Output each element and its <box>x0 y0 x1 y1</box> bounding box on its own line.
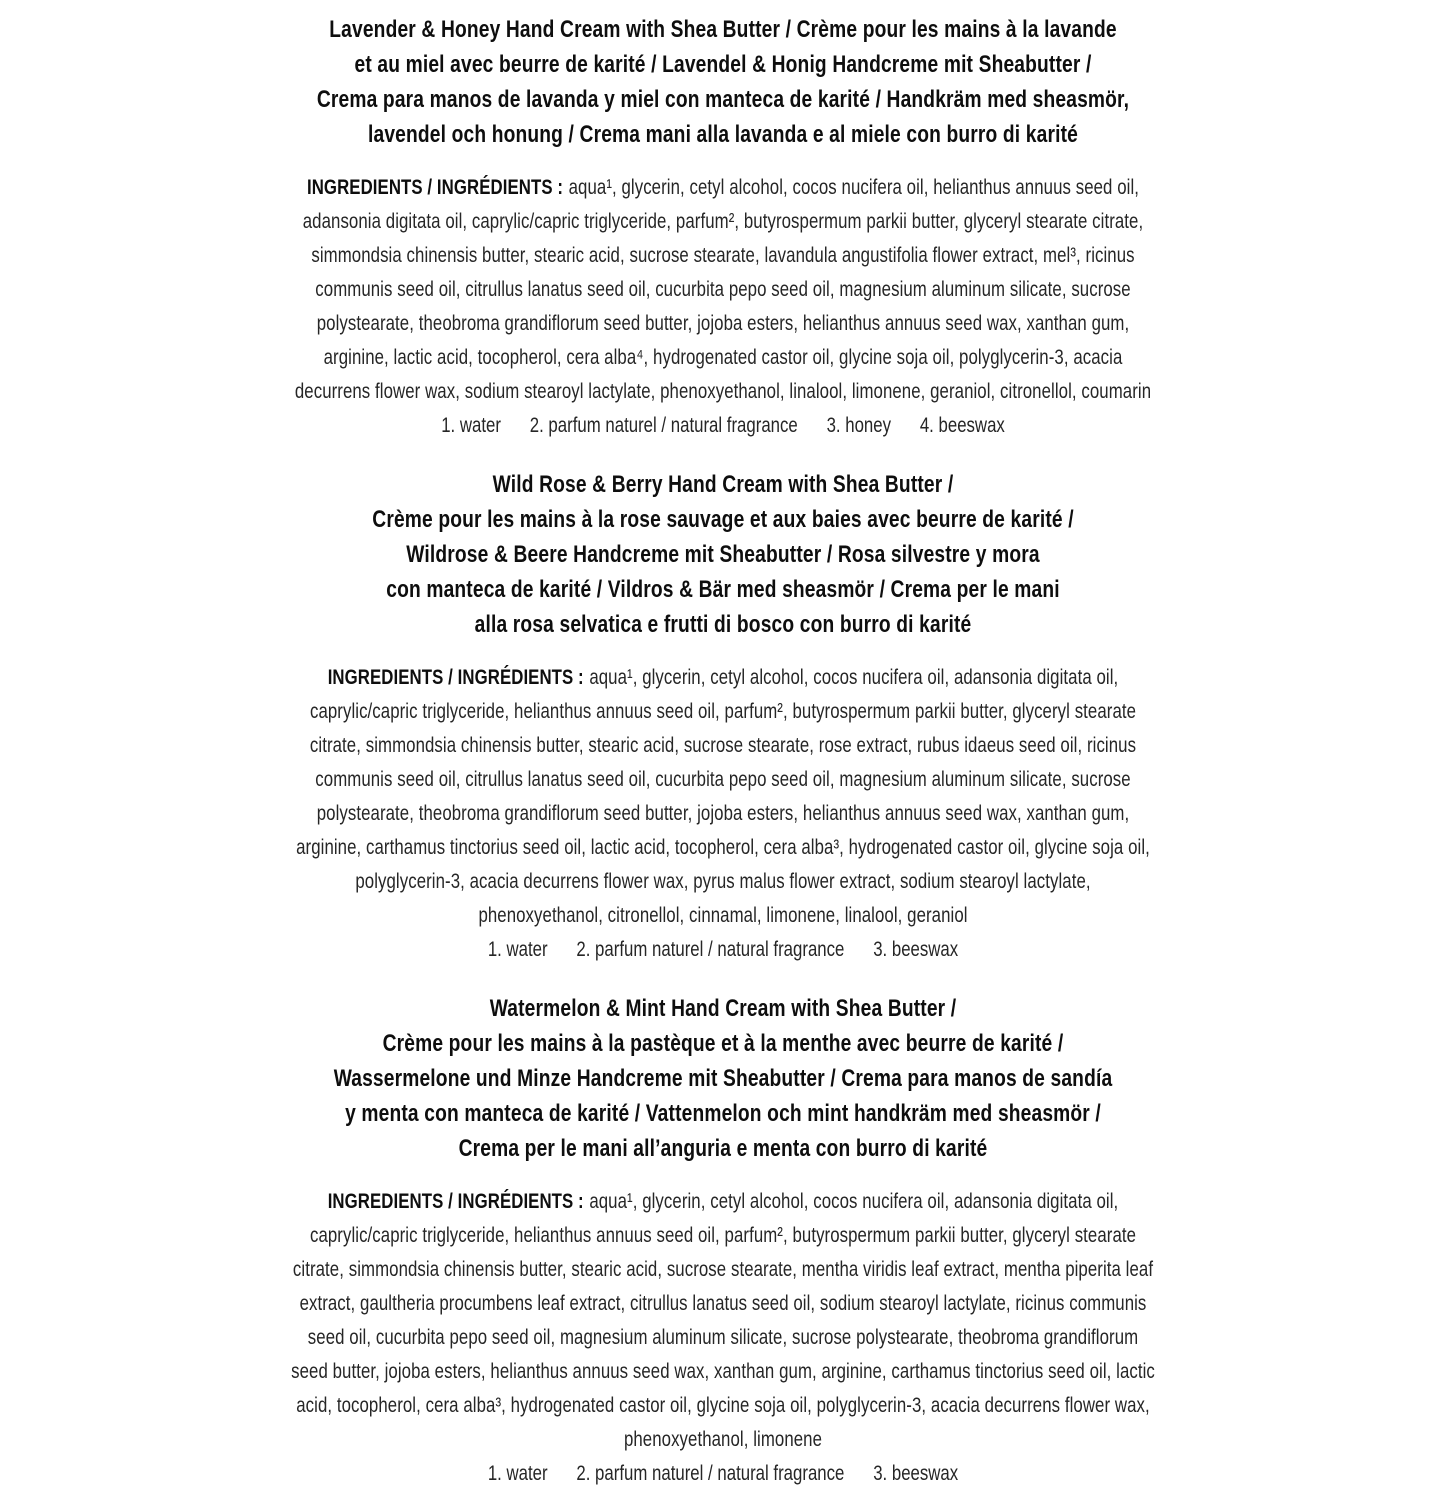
product-title-line: Watermelon & Mint Hand Cream with Shea Butter / <box>489 995 956 1022</box>
footnote-item: 2. parfum naturel / natural fragrance <box>529 414 798 437</box>
footnote-item: 1. water <box>440 414 501 437</box>
product-title <box>291 467 1155 642</box>
ingredients-label: INGREDIENTS / INGRÉDIENTS : <box>327 666 584 689</box>
product-title-line: Crema para manos de lavanda y miel con manteca de karité / Handkräm med sheasmör, <box>316 86 1129 113</box>
ingredients-paragraph <box>291 171 1155 409</box>
product-title-line: y menta con manteca de karité / Vattenmelon och mint handkräm med sheasmör / <box>344 1100 1101 1127</box>
product-title-line: et au miel avec beurre de karité / Lavendel & Honig Handcreme mit Sheabutter / <box>354 51 1091 78</box>
footnote-item: 2. parfum naturel / natural fragrance <box>575 1462 844 1485</box>
footnotes-row <box>291 933 1155 967</box>
product-title-line: Crème pour les mains à la pastèque et à la menthe avec beurre de karité / <box>382 1030 1063 1057</box>
footnote-item: 3. beeswax <box>872 1462 958 1485</box>
footnote-item: 4. beeswax <box>919 414 1005 437</box>
ingredients-paragraph <box>291 1185 1155 1457</box>
product-section-lavender-honey <box>291 12 1155 443</box>
ingredients-paragraph <box>291 661 1155 933</box>
ingredients-label: INGREDIENTS / INGRÉDIENTS : <box>306 176 563 199</box>
product-section-watermelon-mint <box>291 991 1155 1491</box>
product-title <box>291 12 1155 152</box>
product-title-line: Wild Rose & Berry Hand Cream with Shea Butter / <box>492 471 953 498</box>
footnote-item: 1. water <box>487 938 548 961</box>
product-title-line: Wildrose & Beere Handcreme mit Sheabutter / Rosa silvestre y mora <box>405 541 1040 568</box>
ingredients-list-text: aqua¹, glycerin, cetyl alcohol, cocos nucifera oil, helianthus annuus seed oil, adansonia digitata oil, caprylic/capric triglyceride, parfum², butyrospermum parkii butter, glyceryl stearate citrate, simmondsia chinensis butter, stearic acid, sucrose stearate, lavandula angustifolia flower extract, mel³, ricinus communis seed oil, citrullus lanatus seed oil, cucurbita pepo seed oil, magnesium aluminum silicate, sucrose polystearate, theobroma grandiflorum seed butter, jojoba esters, helianthus annuus seed wax, xanthan gum, arginine, lactic acid, tocopherol, cera alba⁴, hydrogenated castor oil, glycine soja oil, polyglycerin-3, acacia decurrens flower wax, sodium stearoyl lactylate, phenoxyethanol, linalool, limonene, geraniol, citronellol, coumarin <box>294 176 1151 403</box>
footnotes-row <box>291 409 1155 443</box>
ingredients-list-text: aqua¹, glycerin, cetyl alcohol, cocos nucifera oil, adansonia digitata oil, caprylic/capric triglyceride, helianthus annuus seed oil, parfum², butyrospermum parkii butter, glyceryl stearate citrate, simmondsia chinensis butter, stearic acid, sucrose stearate, mentha viridis leaf extract, mentha piperita leaf extract, gaultheria procumbens leaf extract, citrullus lanatus seed oil, sodium stearoyl lactylate, ricinus communis seed oil, cucurbita pepo seed oil, magnesium aluminum silicate, sucrose polystearate, theobroma grandiflorum seed butter, jojoba esters, helianthus annuus seed wax, xanthan gum, arginine, carthamus tinctorius seed oil, lactic acid, tocopherol, cera alba³, hydrogenated castor oil, glycine soja oil, polyglycerin-3, acacia decurrens flower wax, phenoxyethanol, limonene <box>290 1190 1155 1451</box>
product-title-line: lavendel och honung / Crema mani alla lavanda e al miele con burro di karité <box>367 121 1078 148</box>
footnotes-row <box>291 1457 1155 1491</box>
product-title <box>291 991 1155 1166</box>
footnote-item: 2. parfum naturel / natural fragrance <box>575 938 844 961</box>
footnote-item: 3. beeswax <box>872 938 958 961</box>
product-title-line: alla rosa selvatica e frutti di bosco con burro di karité <box>474 611 971 638</box>
product-section-wild-rose-berry <box>291 467 1155 967</box>
product-title-line: Crème pour les mains à la rose sauvage et aux baies avec beurre de karité / <box>371 506 1074 533</box>
product-title-line: Crema per le mani all’anguria e menta con burro di karité <box>458 1135 987 1162</box>
ingredients-label: INGREDIENTS / INGRÉDIENTS : <box>327 1190 584 1213</box>
product-title-line: Lavender & Honey Hand Cream with Shea Butter / Crème pour les mains à la lavande <box>328 16 1117 43</box>
footnote-item: 3. honey <box>826 414 891 437</box>
footnote-item: 1. water <box>487 1462 548 1485</box>
product-title-line: con manteca de karité / Vildros & Bär med sheasmör / Crema per le mani <box>385 576 1060 603</box>
ingredients-list-text: aqua¹, glycerin, cetyl alcohol, cocos nucifera oil, adansonia digitata oil, caprylic/capric triglyceride, helianthus annuus seed oil, parfum², butyrospermum parkii butter, glyceryl stearate citrate, simmondsia chinensis butter, stearic acid, sucrose stearate, rose extract, rubus idaeus seed oil, ricinus communis seed oil, citrullus lanatus seed oil, cucurbita pepo seed oil, magnesium aluminum silicate, sucrose polystearate, theobroma grandiflorum seed butter, jojoba esters, helianthus annuus seed wax, xanthan gum, arginine, carthamus tinctorius seed oil, lactic acid, tocopherol, cera alba³, hydrogenated castor oil, glycine soja oil, polyglycerin-3, acacia decurrens flower wax, pyrus malus flower extract, sodium stearoyl lactylate, phenoxyethanol, citronellol, cinnamal, limonene, linalool, geraniol <box>295 666 1150 927</box>
product-title-line: Wassermelone und Minze Handcreme mit Sheabutter / Crema para manos de sandía <box>333 1065 1112 1092</box>
ingredient-label-sheet <box>291 0 1155 1491</box>
